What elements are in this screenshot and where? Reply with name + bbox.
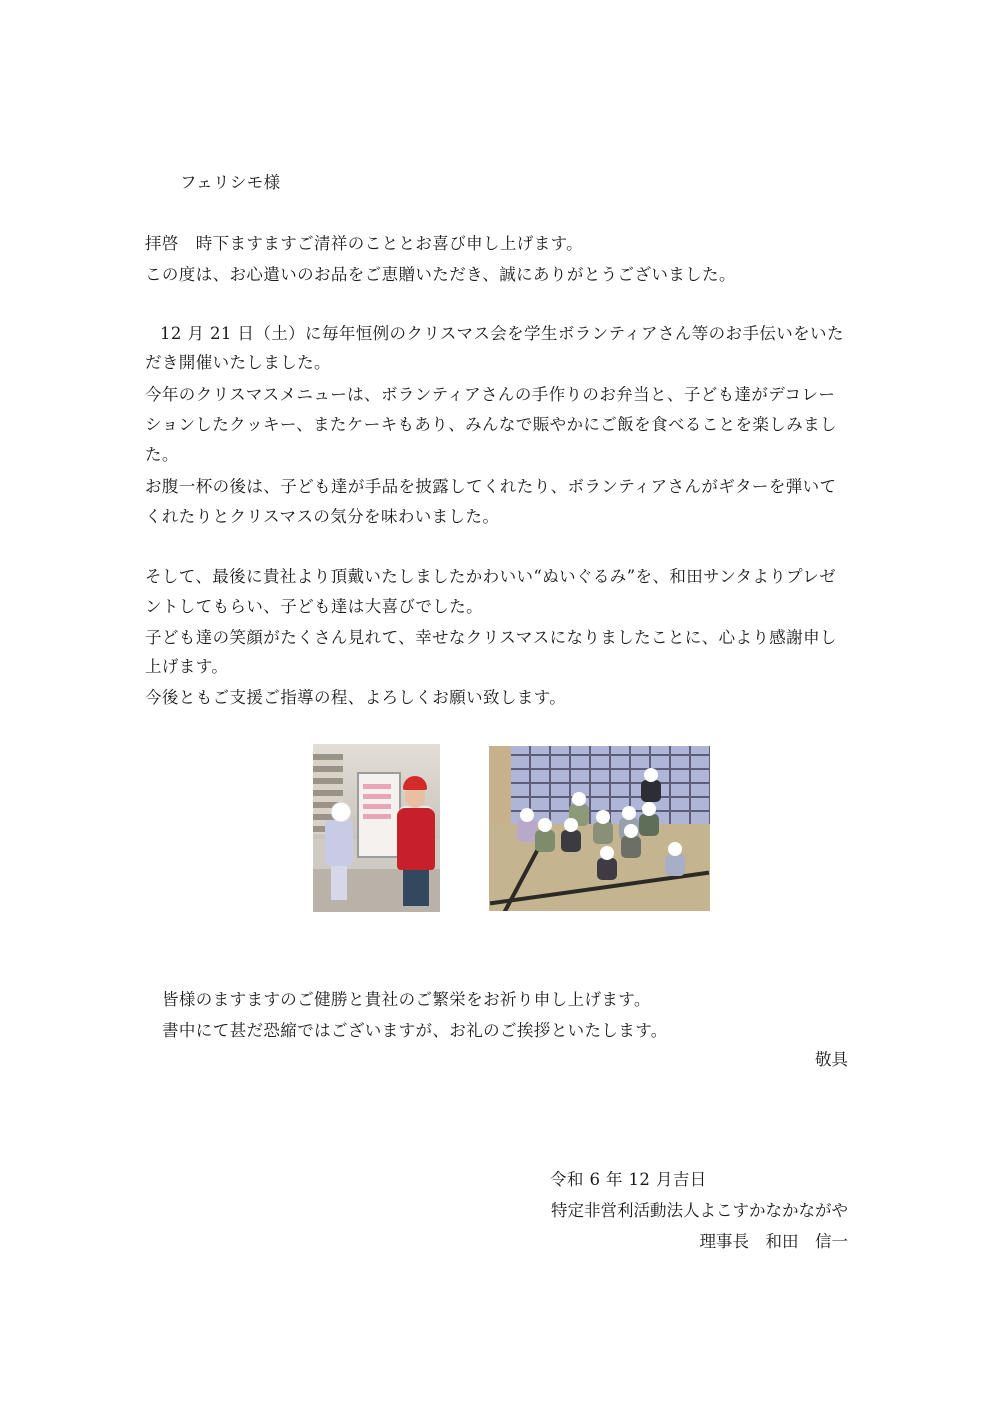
date: 令和 6 年 12 月吉日	[550, 1170, 707, 1189]
signer-name: 理事長 和田 信一	[699, 1232, 848, 1251]
body-line: 上げます。	[145, 657, 229, 676]
body-line: ションしたクッキー、またケーキもあり、みんなで賑やかにご飯を食べることを楽しみまし	[145, 415, 837, 434]
body-line: くれたりとクリスマスの気分を味わいました。	[145, 507, 500, 526]
body-line: ントしてもらい、子ども達は大喜びでした。	[145, 597, 483, 616]
addressee: フェリシモ様	[180, 173, 281, 192]
body-line: 子ども達の笑顔がたくさん見れて、幸せなクリスマスになりましたことに、心より感謝申し	[145, 628, 837, 647]
photo-children-group	[489, 746, 710, 911]
closing-line: 書中にて甚だ恐縮ではございますが、お礼のご挨拶といたします。	[162, 1021, 668, 1040]
body-line: 12 月 21 日（土）に毎年恒例のクリスマス会を学生ボランティアさん等のお手伝いをいた	[160, 324, 844, 343]
photo-santa-with-child	[313, 744, 440, 912]
keigu: 敬具	[815, 1050, 848, 1069]
greeting-line: 拝啓 時下ますますご清祥のこととお喜び申し上げます。	[145, 234, 584, 253]
body-line: 今後ともご支援ご指導の程、よろしくお願い致します。	[145, 688, 567, 707]
body-line: だき開催いたしました。	[145, 353, 331, 372]
body-line: お腹一杯の後は、子ども達が手品を披露してくれたり、ボランティアさんがギターを弾いて	[145, 477, 837, 496]
closing-line: 皆様のますますのご健勝と貴社のご繁栄をお祈り申し上げます。	[162, 990, 651, 1009]
body-line: た。	[145, 445, 179, 464]
thanks-line: この度は、お心遣いのお品をご恵贈いただき、誠にありがとうございました。	[145, 265, 736, 284]
body-line: 今年のクリスマスメニューは、ボランティアさんの手作りのお弁当と、子ども達がデコレー	[145, 385, 836, 404]
body-line: そして、最後に貴社より頂戴いたしましたかわいい“ぬいぐるみ”を、和田サンタよりプレゼ	[145, 567, 837, 586]
organization-name: 特定非営利活動法人よこすかなかながや	[551, 1201, 848, 1220]
